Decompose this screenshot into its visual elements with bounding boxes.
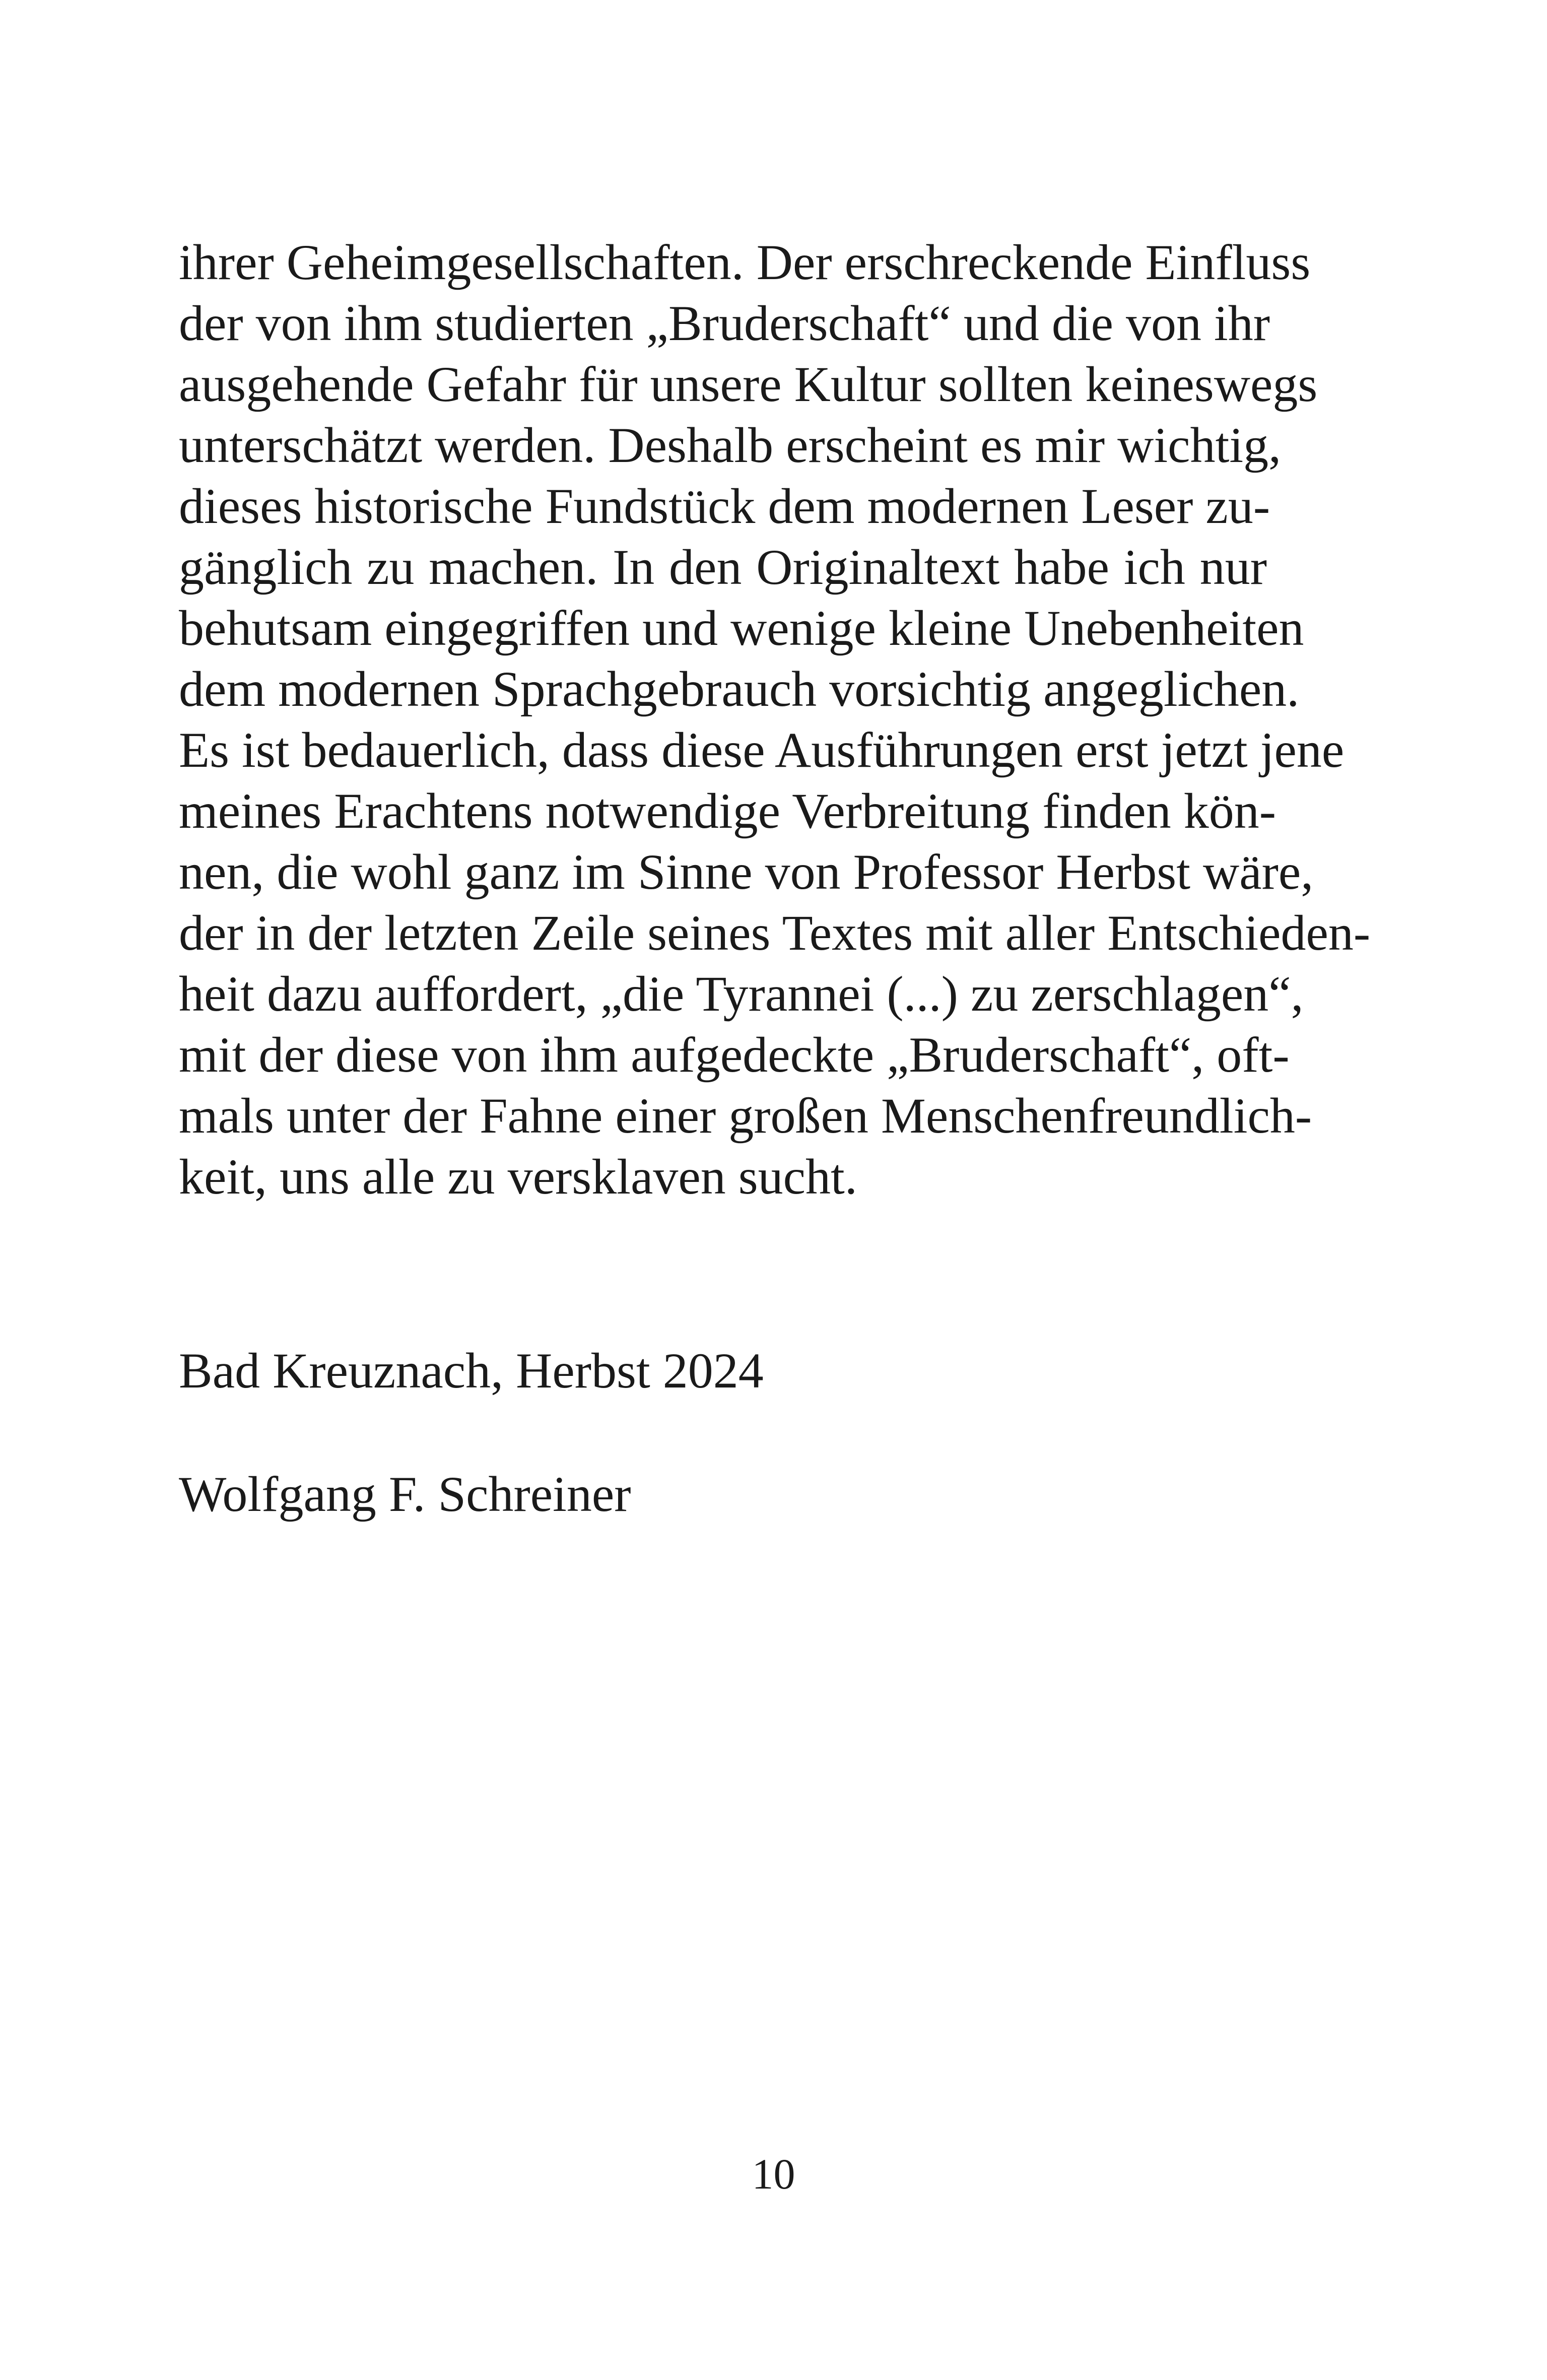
paragraph-line: ihrer Geheimgesellschaften. Der erschreckende Einfluss <box>179 234 1311 290</box>
paragraph-line: dem modernen Sprachgebrauch vorsichtig angeglichen. <box>179 661 1300 717</box>
paragraph-line: behutsam eingegriffen und wenige kleine Unebenheiten <box>179 600 1304 656</box>
body-paragraph <box>179 232 1371 1207</box>
paragraph-line: Es ist bedauerlich, dass diese Ausführungen erst jetzt jene <box>179 722 1344 778</box>
paragraph-line: nen, die wohl ganz im Sinne von Professor Herbst wäre, <box>179 844 1314 900</box>
place-date: Bad Kreuznach, Herbst 2024 <box>179 1343 764 1399</box>
paragraph-line: der in der letzten Zeile seines Textes mit aller Entschieden- <box>179 905 1371 961</box>
paragraph-line: ausgehende Gefahr für unsere Kultur sollten keineswegs <box>179 356 1318 412</box>
paragraph-line: dieses historische Fundstück dem modernen Leser zu- <box>179 478 1270 534</box>
paragraph-line: unterschätzt werden. Deshalb erscheint es mir wichtig, <box>179 417 1282 473</box>
page-number: 10 <box>752 2150 795 2198</box>
paragraph-line: mals unter der Fahne einer großen Menschenfreundlich- <box>179 1088 1312 1144</box>
author-signature-name: Wolfgang F. Schreiner <box>179 1466 631 1522</box>
paragraph-line: der von ihm studierten „Bruderschaft“ und die von ihr <box>179 295 1270 351</box>
paragraph-line: heit dazu auffordert, „die Tyrannei (...) zu zerschlagen“, <box>179 966 1304 1022</box>
paragraph-line: keit, uns alle zu versklaven sucht. <box>179 1149 857 1205</box>
paragraph-line: gänglich zu machen. In den Originaltext habe ich nur <box>179 539 1267 595</box>
paragraph-line: mit der diese von ihm aufgedeckte „Bruderschaft“, oft- <box>179 1027 1290 1083</box>
paragraph-line: meines Erachtens notwendige Verbreitung finden kön- <box>179 783 1276 839</box>
